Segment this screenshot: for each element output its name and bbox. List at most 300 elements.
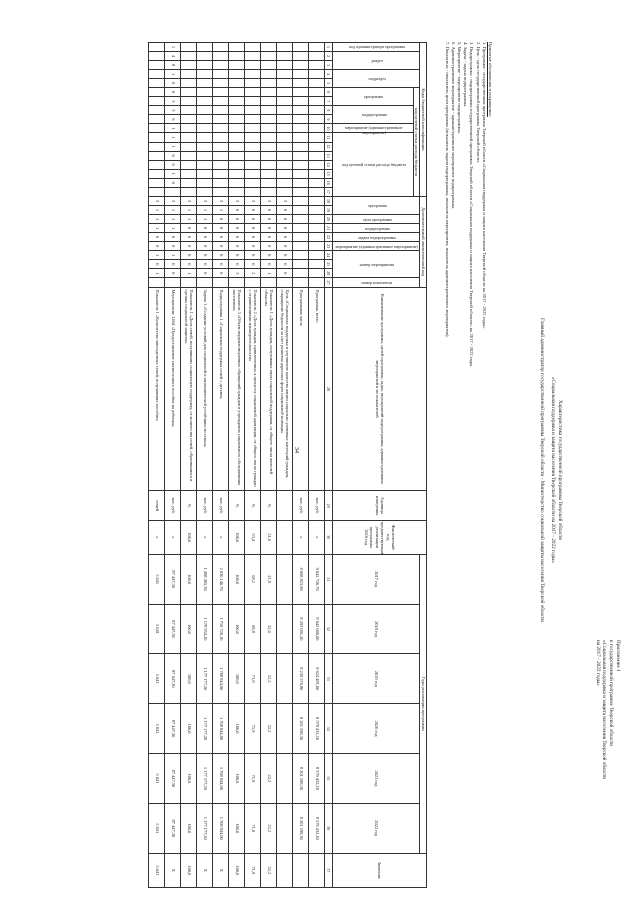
row-unit: %	[261, 491, 277, 520]
code-cell: 1	[165, 224, 181, 233]
code-cell	[309, 70, 325, 79]
row-year-value: 8 293 091,20	[293, 604, 309, 654]
row-name: Программная часть	[293, 287, 309, 491]
code-cell: 3	[229, 196, 245, 205]
row-year-value: 8 201 598,30	[293, 753, 309, 803]
row-unit: тыс. руб.	[213, 491, 229, 520]
code-cell	[181, 97, 197, 106]
header-subprogram: подпрограмма	[333, 224, 420, 233]
code-cell	[229, 106, 245, 115]
code-cell: 0	[277, 224, 293, 233]
code-cell	[229, 151, 245, 160]
code-cell	[277, 79, 293, 88]
code-cell: 0	[261, 242, 277, 251]
code-cell	[277, 151, 293, 160]
row-fact: 100,0	[229, 520, 245, 554]
code-cell	[309, 160, 325, 169]
code-cell	[293, 151, 309, 160]
code-cell	[149, 124, 165, 133]
code-cell: 0	[197, 233, 213, 242]
code-cell: 0	[197, 251, 213, 260]
code-cell	[245, 178, 261, 187]
header-program: программа	[333, 196, 420, 214]
code-cell	[261, 178, 277, 187]
code-cell	[245, 106, 261, 115]
row-year-value: 8 579 432,10	[309, 753, 325, 803]
code-cell: 0	[197, 224, 213, 233]
header-target: Значение	[333, 853, 427, 887]
code-cell: 0	[197, 269, 213, 278]
code-cell	[149, 187, 165, 196]
code-cell	[293, 61, 309, 70]
code-cell	[229, 70, 245, 79]
code-cell	[229, 115, 245, 124]
code-cell	[277, 178, 293, 187]
row-year-value: 8 201 598,30	[293, 803, 309, 853]
row-fact: х	[213, 520, 229, 554]
row-year-value: 69,8	[245, 604, 261, 654]
code-cell	[197, 151, 213, 160]
row-year-value: 100,0	[181, 704, 197, 754]
row-fact: х	[197, 520, 213, 554]
code-cell: 0	[197, 260, 213, 269]
code-cell	[245, 169, 261, 178]
code-cell	[277, 115, 293, 124]
code-cell: 0	[229, 205, 245, 214]
code-cell: 1	[149, 205, 165, 214]
code-cell	[197, 88, 213, 97]
code-cell: 0	[245, 251, 261, 260]
code-cell	[213, 70, 229, 79]
code-cell	[197, 178, 213, 187]
row-year-value	[277, 704, 293, 754]
code-cell	[229, 124, 245, 133]
code-cell	[293, 196, 309, 205]
row-year-value: 100,0	[181, 604, 197, 654]
code-cell: 0	[245, 233, 261, 242]
row-year-value: 8 239 576,80	[293, 654, 309, 704]
row-name: Показатель 1 «Доля граждан, получивших меры социальной поддержки, от общего числа жителей области»	[261, 287, 277, 491]
code-cell	[245, 43, 261, 52]
table-row	[229, 43, 245, 888]
code-cell: 0	[149, 260, 165, 269]
code-cell: 0	[261, 205, 277, 214]
code-cell	[293, 160, 309, 169]
page-number: 34	[293, 447, 299, 453]
header-year-2018: 2018 год	[333, 604, 420, 654]
code-cell: 3	[277, 196, 293, 205]
code-cell	[229, 52, 245, 61]
column-number: 31	[325, 554, 333, 604]
row-unit: %	[245, 491, 261, 520]
column-number: 5	[325, 79, 333, 88]
code-cell	[181, 88, 197, 97]
code-cell	[181, 61, 197, 70]
code-cell	[309, 242, 325, 251]
row-year-value: 8 642 000,00	[309, 604, 325, 654]
code-cell	[149, 70, 165, 79]
code-cell	[229, 178, 245, 187]
code-cell: 0	[149, 233, 165, 242]
appendix-line: на 2017 - 2022 годы»	[594, 640, 601, 686]
row-target: 22,2	[261, 853, 277, 887]
code-cell: 0	[229, 224, 245, 233]
code-cell	[293, 278, 309, 287]
code-cell	[293, 133, 309, 142]
code-cell: 0	[245, 260, 261, 269]
code-cell	[293, 260, 309, 269]
code-cell: 2	[245, 269, 261, 278]
code-cell: 4	[165, 52, 181, 61]
row-year-value: 5 041	[149, 604, 165, 654]
code-cell	[277, 106, 293, 115]
code-cell: 0	[165, 151, 181, 160]
code-cell: 0	[261, 233, 277, 242]
row-fact	[277, 520, 293, 554]
code-cell: 1	[149, 224, 165, 233]
code-cell	[293, 224, 309, 233]
row-year-value: 1 708 844,90	[213, 753, 229, 803]
code-cell	[277, 43, 293, 52]
column-number: 18	[325, 196, 333, 205]
code-cell: 1	[165, 169, 181, 178]
code-cell	[245, 142, 261, 151]
code-cell	[277, 52, 293, 61]
code-cell	[229, 187, 245, 196]
row-year-value: 87 447,30	[165, 554, 181, 604]
column-number: 10	[325, 124, 333, 133]
row-year-value: 71,9	[245, 654, 261, 704]
code-cell: 0	[245, 224, 261, 233]
title-line: «Социальная поддержка и защита населения Тверской области на 2017 - 2022 годы»	[549, 376, 556, 564]
code-cell: 0	[213, 224, 229, 233]
code-cell	[293, 142, 309, 151]
code-cell	[245, 97, 261, 106]
header-section: раздел	[333, 52, 420, 70]
column-number: 4	[325, 70, 333, 79]
header-unit: Единица измерения	[333, 491, 427, 520]
column-number: 36	[325, 803, 333, 853]
code-cell	[197, 278, 213, 287]
code-cell	[261, 142, 277, 151]
legend-item: 6. Административное мероприятие - административное мероприятие подпрограммы.	[450, 42, 456, 210]
code-cell	[149, 97, 165, 106]
code-cell	[229, 278, 245, 287]
row-year-value: 100,0	[229, 554, 245, 604]
code-cell: 0	[213, 251, 229, 260]
row-year-value	[277, 803, 293, 853]
code-cell	[293, 169, 309, 178]
code-cell	[197, 70, 213, 79]
row-year-value: 87 447,30	[165, 803, 181, 853]
code-cell	[293, 70, 309, 79]
code-cell	[149, 61, 165, 70]
header-goal: цель программы	[333, 215, 420, 224]
column-number: 1	[325, 43, 333, 52]
code-cell: 3	[165, 106, 181, 115]
code-cell	[277, 97, 293, 106]
code-cell	[309, 115, 325, 124]
row-year-value: 22,0	[261, 604, 277, 654]
row-year-value: 1 710 720,10	[213, 604, 229, 654]
code-cell: 1	[181, 205, 197, 214]
code-cell	[261, 70, 277, 79]
code-cell	[309, 205, 325, 214]
code-cell	[165, 187, 181, 196]
header-year-2020: 2020 год	[333, 704, 420, 754]
code-cell	[293, 242, 309, 251]
row-year-value: 8 579 432,10	[309, 803, 325, 853]
row-name: Цель «Социальная поддержка и улучшение качества жизни социально уязвимых категорий граждан, сокращение бедности за счет развития адресных форм социальной помощи»	[277, 287, 293, 491]
code-cell	[229, 133, 245, 142]
row-year-value: 1 177 177,20	[197, 654, 213, 704]
code-cell: 3	[197, 196, 213, 205]
code-cell	[197, 79, 213, 88]
code-cell	[197, 187, 213, 196]
code-cell	[261, 106, 277, 115]
table-body	[149, 43, 333, 888]
code-cell: 0	[229, 215, 245, 224]
appendix-line: к государственной программе Тверской области	[608, 640, 615, 747]
row-name: Показатель 1 «Доля семей, получивших социальную поддержку, от количества семей, обратившихся в органы социальной защиты»	[181, 287, 197, 491]
header-subsection: подраздел	[333, 70, 420, 88]
column-number: 6	[325, 88, 333, 97]
code-cell	[261, 79, 277, 88]
code-cell	[213, 133, 229, 142]
code-cell: 0	[277, 269, 293, 278]
row-target	[293, 853, 309, 887]
column-number: 22	[325, 233, 333, 242]
row-year-value: 100,0	[229, 604, 245, 654]
column-number: 13	[325, 151, 333, 160]
column-number: 34	[325, 704, 333, 754]
code-cell: 0	[261, 215, 277, 224]
code-cell	[245, 115, 261, 124]
code-cell	[293, 115, 309, 124]
table-row	[277, 43, 293, 888]
column-number: 30	[325, 520, 333, 554]
code-cell	[213, 88, 229, 97]
code-cell	[213, 97, 229, 106]
row-name: Программа, всего	[309, 287, 325, 491]
row-year-value: 5 041	[149, 554, 165, 604]
row-target: 100,0	[181, 853, 197, 887]
row-year-value: 1 498 495,30	[197, 554, 213, 604]
column-number: 17	[325, 187, 333, 196]
row-year-value: 1 177 177,20	[197, 704, 213, 754]
row-year-value: 1 708 844,90	[213, 654, 229, 704]
header-code-activity-dir: мероприятие (административное мероприятие)	[333, 124, 414, 133]
code-cell	[277, 142, 293, 151]
header-code-expense: код целевой статьи расхода бюджета	[333, 133, 414, 196]
code-cell	[213, 124, 229, 133]
header-year-2017: 2017 год	[333, 554, 420, 604]
code-cell: 0	[277, 205, 293, 214]
column-number: 33	[325, 654, 333, 704]
table-row	[149, 43, 165, 888]
code-cell	[277, 124, 293, 133]
code-cell	[149, 160, 165, 169]
header-admin-code: код администратора программы	[333, 43, 420, 52]
code-cell: 0	[245, 215, 261, 224]
table-row	[245, 43, 261, 888]
code-cell: 0	[213, 242, 229, 251]
code-cell	[213, 106, 229, 115]
code-cell	[149, 88, 165, 97]
row-year-value: 1 177 177,20	[197, 803, 213, 853]
column-number: 29	[325, 491, 333, 520]
code-cell: 1	[149, 269, 165, 278]
row-year-value: 100,0	[181, 554, 197, 604]
column-number: 19	[325, 205, 333, 214]
header-activity: мероприятие (административное мероприятие)	[333, 242, 420, 251]
row-target	[309, 853, 325, 887]
code-cell: 0	[213, 233, 229, 242]
column-number: 21	[325, 224, 333, 233]
code-cell: 0	[165, 269, 181, 278]
code-cell	[309, 269, 325, 278]
code-cell	[309, 88, 325, 97]
row-year-value	[277, 604, 293, 654]
code-cell: 0	[165, 160, 181, 169]
code-cell	[229, 160, 245, 169]
code-cell: 0	[165, 178, 181, 187]
code-cell	[309, 97, 325, 106]
code-cell	[181, 52, 197, 61]
code-cell: 1	[165, 251, 181, 260]
code-cell: 0	[229, 260, 245, 269]
header-code-subprogram: подпрограмма	[333, 106, 414, 124]
code-cell	[181, 178, 197, 187]
code-cell	[261, 52, 277, 61]
legend-item: 5. Мероприятие - мероприятие подпрограммы.	[457, 42, 463, 134]
row-unit: %	[181, 491, 197, 520]
row-target: Х	[165, 853, 181, 887]
code-cell	[229, 79, 245, 88]
code-cell	[229, 97, 245, 106]
row-fact: х	[149, 520, 165, 554]
code-cell	[181, 115, 197, 124]
header-extra-code: Дополнительный аналитический код	[420, 196, 427, 287]
code-cell	[213, 79, 229, 88]
column-number: 20	[325, 215, 333, 224]
code-cell	[149, 106, 165, 115]
row-year-value: 100,0	[229, 803, 245, 853]
code-cell: 3	[149, 196, 165, 205]
table-row	[181, 43, 197, 888]
code-cell	[293, 106, 309, 115]
code-cell	[293, 215, 309, 224]
code-cell	[309, 106, 325, 115]
code-cell	[181, 187, 197, 196]
code-cell: 0	[277, 215, 293, 224]
code-cell	[261, 115, 277, 124]
code-cell: 1	[165, 215, 181, 224]
code-cell	[149, 79, 165, 88]
row-year-value: 68,2	[245, 554, 261, 604]
row-unit: тыс. руб.	[165, 491, 181, 520]
code-cell	[213, 142, 229, 151]
code-cell	[293, 97, 309, 106]
row-year-value: 87 447,30	[165, 604, 181, 654]
row-year-value: 9 042 720,70	[309, 554, 325, 604]
code-cell: 1	[261, 269, 277, 278]
code-cell	[309, 187, 325, 196]
code-cell	[165, 278, 181, 287]
code-cell: 3	[165, 196, 181, 205]
code-cell	[277, 61, 293, 70]
legend-item: 4. Задача - задача подпрограммы.	[463, 42, 469, 108]
appendix-note	[594, 640, 621, 890]
column-number: 2	[325, 52, 333, 61]
table-row	[165, 43, 181, 888]
code-cell	[261, 124, 277, 133]
code-cell: 0	[277, 242, 293, 251]
appendix-line: Приложение 1	[615, 640, 621, 672]
code-cell	[197, 106, 213, 115]
code-cell	[261, 278, 277, 287]
code-cell	[309, 124, 325, 133]
code-cell	[197, 52, 213, 61]
code-cell	[261, 169, 277, 178]
code-cell: 1	[149, 215, 165, 224]
code-cell	[309, 233, 325, 242]
row-year-value: 22,2	[261, 704, 277, 754]
code-cell	[261, 97, 277, 106]
code-cell: 0	[261, 251, 277, 260]
header-fact: Фактический год, предшествующий реализации программы 2016 год	[333, 520, 427, 554]
row-year-value: 22,2	[261, 803, 277, 853]
row-year-value	[277, 753, 293, 803]
row-year-value: 5 041	[149, 803, 165, 853]
code-cell	[181, 278, 197, 287]
row-year-value: 8 624 481,60	[309, 654, 325, 704]
code-cell	[229, 169, 245, 178]
code-cell	[309, 178, 325, 187]
code-cell	[213, 278, 229, 287]
table-row	[261, 43, 277, 888]
code-cell: 3	[181, 196, 197, 205]
code-cell	[293, 52, 309, 61]
code-cell	[309, 278, 325, 287]
row-target	[277, 853, 293, 887]
row-year-value: 1 178 954,20	[197, 604, 213, 654]
code-cell: 6	[165, 115, 181, 124]
code-cell	[261, 160, 277, 169]
code-cell	[293, 269, 309, 278]
code-cell	[197, 115, 213, 124]
code-cell	[277, 169, 293, 178]
code-cell	[181, 160, 197, 169]
column-number: 27	[325, 278, 333, 287]
table-row	[197, 43, 213, 888]
header-target-item: код целевой статьи расхода бюджета	[414, 88, 421, 197]
row-year-value: 100,0	[229, 704, 245, 754]
row-target: Х	[197, 853, 213, 887]
row-year-value: 8 201 598,30	[293, 704, 309, 754]
column-number: 14	[325, 160, 333, 169]
code-cell	[149, 178, 165, 187]
code-cell	[309, 61, 325, 70]
column-number: 3	[325, 61, 333, 70]
program-table	[149, 42, 428, 888]
code-cell	[309, 215, 325, 224]
row-fact: 100,0	[181, 520, 197, 554]
code-cell	[309, 196, 325, 205]
code-cell	[149, 151, 165, 160]
code-cell	[309, 151, 325, 160]
code-cell	[213, 187, 229, 196]
